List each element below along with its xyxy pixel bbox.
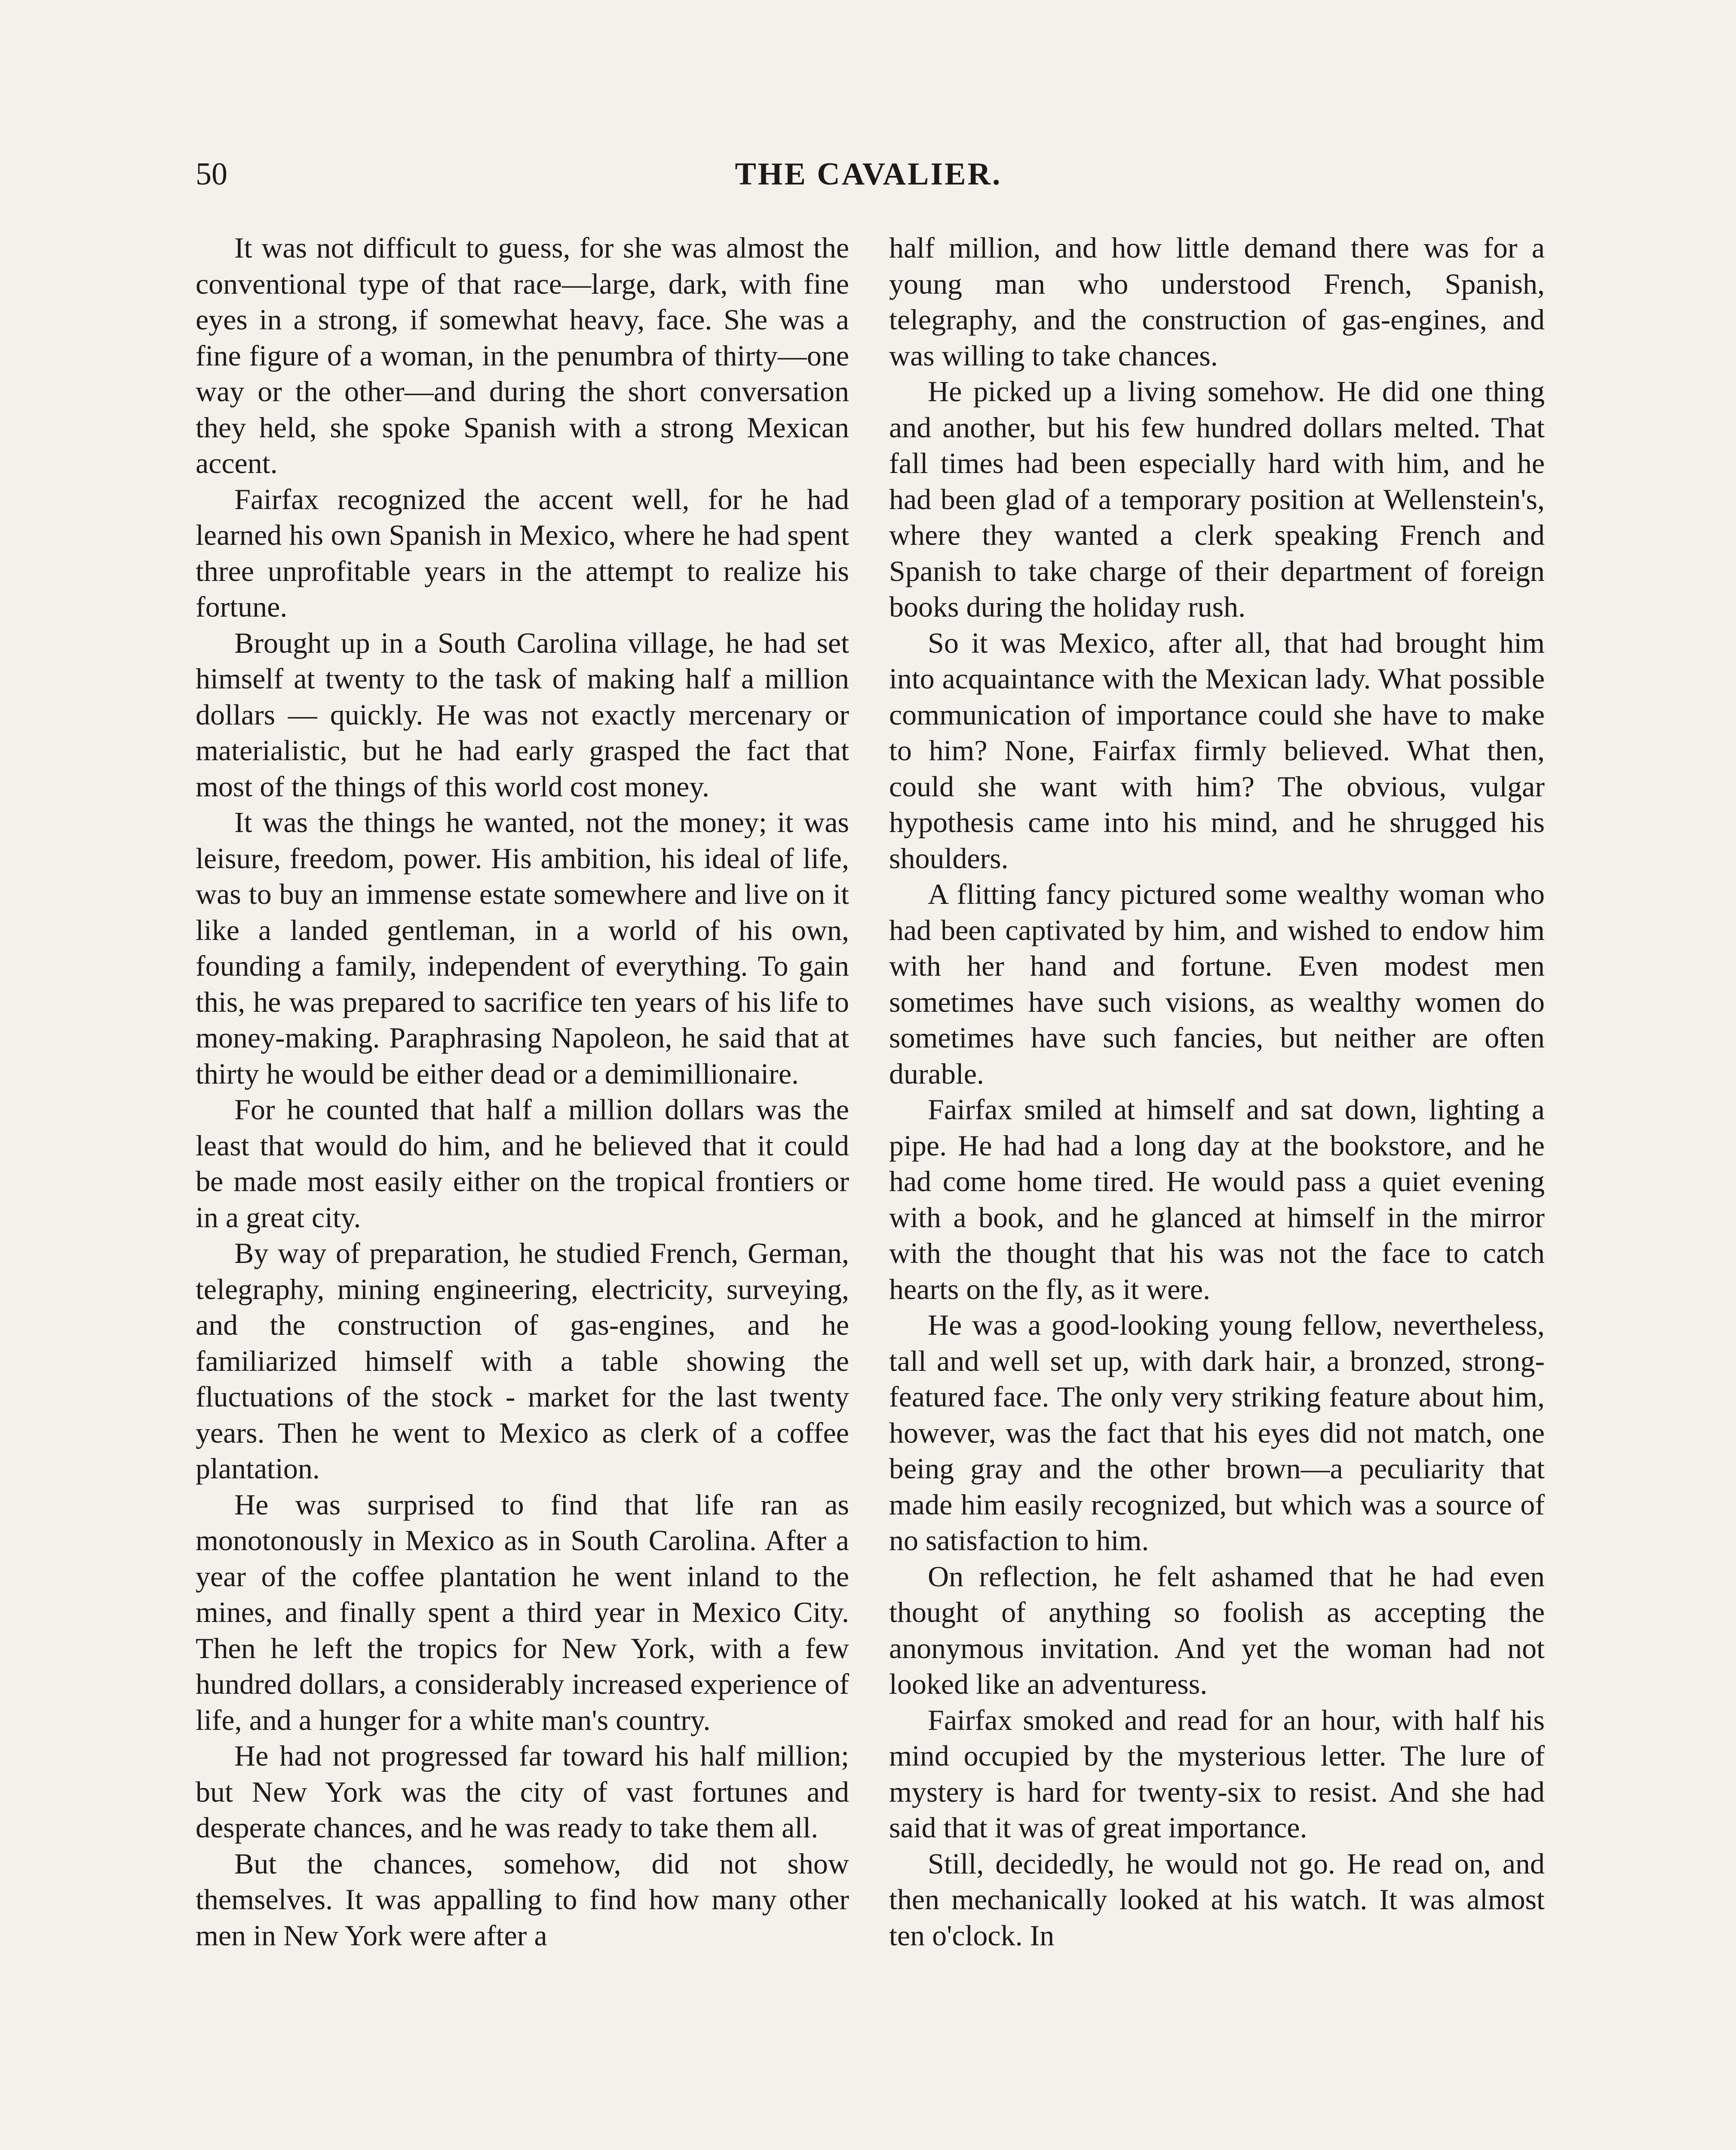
paragraph: Still, decidedly, he would not go. He read on, and then mechanically looked at his watch. It was almost ten o'clock. In xyxy=(889,1847,1545,1952)
paragraph: It was not difficult to guess, for she was almost the conventional type of that race—large, dark, with fine eyes in a strong, if somewhat heavy, face. She was a fine figure of a woman, in the penumbra of thirty—one way or the other—and during the short conversation they held, she spoke Spanish with a strong Mexican accent. xyxy=(196,231,849,479)
paragraph: For he counted that half a million dollars was the least that would do him, and he believed that it could be made most easily either on the tropical frontiers or in a great city. xyxy=(196,1093,849,1234)
paragraph: Fairfax smiled at himself and sat down, lighting a pipe. He had had a long day at the bookstore, and he had come home tired. He would pass a quiet evening with a book, and he glanced at himself in the mirror with the thought that his was not the face to catch hearts on the fly, as it were. xyxy=(889,1093,1545,1305)
paragraph: By way of preparation, he studied French, German, telegraphy, mining engineering, electricity, surveying, and the construction of gas-engines, and he familiarized himself with a table showing the fluctuations of the stock - market for the last twenty years. Then he went to Mexico as clerk of a coffee plantation. xyxy=(196,1237,849,1485)
paragraph: Fairfax smoked and read for an hour, with half his mind occupied by the mysterious letter. The lure of mystery is hard for twenty-six to resist. And she had said that it was of great importance. xyxy=(889,1703,1545,1844)
paragraph: He was surprised to find that life ran as monotonously in Mexico as in South Carolina. After a year of the coffee plantation he went inland to the mines, and finally spent a third year in Mexico City. Then he left the tropics for New York, with a few hundred dollars, a considerably increased experience of life, and a hunger for a white man's country. xyxy=(196,1488,849,1736)
paragraph: He had not progressed far toward his half million; but New York was the city of vast fortunes and desperate chances, and he was ready to take them all. xyxy=(196,1739,849,1844)
paragraph: He was a good-looking young fellow, nevertheless, tall and well set up, with dark hair, a bronzed, strong-featured face. The only very striking feature about him, however, was the fact that his eyes did not match, one being gray and the other brown—a peculiarity that made him easily recognized, but which was a source of no satisfaction to him. xyxy=(889,1308,1545,1557)
paragraph: But the chances, somehow, did not show themselves. It was appalling to find how many other men in New York were after a xyxy=(196,1847,849,1952)
paragraph: Brought up in a South Carolina village, he had set himself at twenty to the task of making half a million dollars — quickly. He was not exactly mercenary or materialistic, but he had early grasped the fact that most of the things of this world cost money. xyxy=(196,626,849,803)
paragraph: It was the things he wanted, not the money; it was leisure, freedom, power. His ambition, his ideal of life, was to buy an immense estate somewhere and live on it like a landed gentleman, in a world of his own, founding a family, independent of everything. To gain this, he was prepared to sacrifice ten years of his life to money-making. Paraphrasing Napoleon, he said that at thirty he would be either dead or a demimillionaire. xyxy=(196,806,849,1090)
paragraph: So it was Mexico, after all, that had brought him into acquaintance with the Mexican lady. What possible communication of importance could she have to make to him? None, Fairfax firmly believed. What then, could she want with him? The obvious, vulgar hypothesis came into his mind, and he shrugged his shoulders. xyxy=(889,626,1545,875)
paragraph: On reflection, he felt ashamed that he had even thought of anything so foolish as accepting the anonymous invitation. And yet the woman had not looked like an adventuress. xyxy=(889,1560,1545,1700)
page-number: 50 xyxy=(196,157,227,192)
page-header xyxy=(196,153,1541,200)
right-column xyxy=(889,230,1545,1953)
paragraph: A flitting fancy pictured some wealthy woman who had been captivated by him, and wished to endow him with her hand and fortune. Even modest men sometimes have such visions, as wealthy women do sometimes have such fancies, but neither are often durable. xyxy=(889,878,1545,1090)
continued-paragraph: half million, and how little demand there was for a young man who understood French, Spanish, telegraphy, and the construction of gas-engines, and was willing to take chances. xyxy=(889,231,1545,372)
left-column xyxy=(196,230,849,1953)
paragraph: Fairfax recognized the accent well, for he had learned his own Spanish in Mexico, where he had spent three unprofitable years in the attempt to realize his fortune. xyxy=(196,482,849,623)
running-title: THE CAVALIER. xyxy=(735,157,1002,192)
paragraph: He picked up a living somehow. He did one thing and another, but his few hundred dollars melted. That fall times had been especially hard with him, and he had been glad of a temporary position at Wellenstein's, where they wanted a clerk speaking French and Spanish to take charge of their department of foreign books during the holiday rush. xyxy=(889,375,1545,623)
